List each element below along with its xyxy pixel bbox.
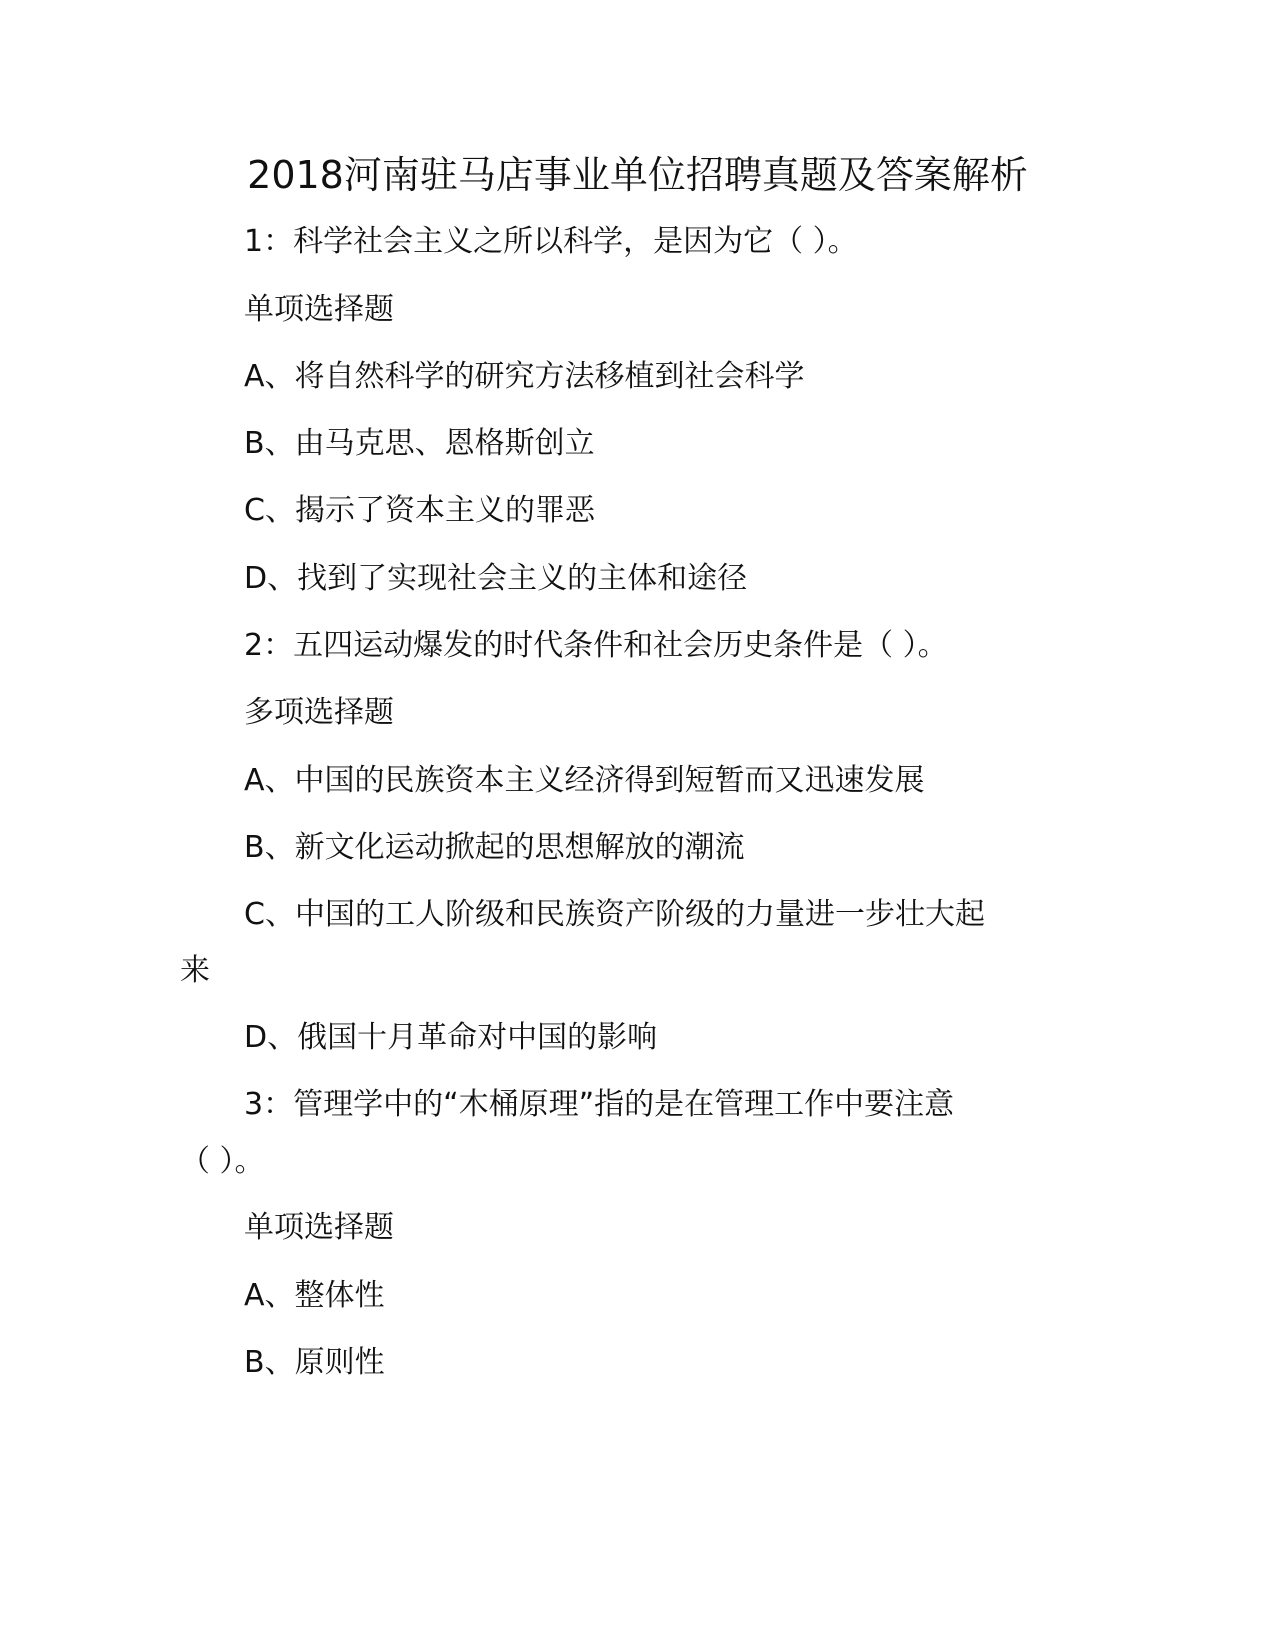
page-title: 2018河南驻马店事业单位招聘真题及答案解析 (247, 153, 1028, 197)
question-2-option-c-continued: 来 (180, 953, 210, 988)
question-2-option-d: D、俄国十月革命对中国的影响 (244, 1020, 658, 1055)
question-1-option-c: C、揭示了资本主义的罪恶 (244, 493, 595, 528)
question-2-option-c: C、中国的工人阶级和民族资产阶级的力量进一步壮大起 (244, 897, 985, 932)
question-2-type: 多项选择题 (244, 695, 394, 730)
question-3-type: 单项选择题 (244, 1210, 394, 1245)
question-3-option-b: B、原则性 (244, 1345, 385, 1380)
question-3-option-a: A、整体性 (244, 1278, 385, 1313)
question-3-stem-continued: （ ）。 (180, 1144, 265, 1179)
question-2-option-b: B、新文化运动掀起的思想解放的潮流 (244, 830, 745, 865)
question-2-option-a: A、中国的民族资本主义经济得到短暂而又迅速发展 (244, 763, 925, 798)
question-1-option-a: A、将自然科学的研究方法移植到社会科学 (244, 359, 805, 394)
question-3-stem: 3：管理学中的“木桶原理”指的是在管理工作中要注意 (244, 1087, 955, 1122)
question-1-option-d: D、找到了实现社会主义的主体和途径 (244, 561, 748, 596)
question-1-option-b: B、由马克思、恩格斯创立 (244, 426, 595, 461)
question-2-stem: 2：五四运动爆发的时代条件和社会历史条件是（ ）。 (244, 628, 948, 663)
question-1-stem: 1：科学社会主义之所以科学，是因为它（ ）。 (244, 224, 858, 259)
question-1-type: 单项选择题 (244, 292, 394, 327)
